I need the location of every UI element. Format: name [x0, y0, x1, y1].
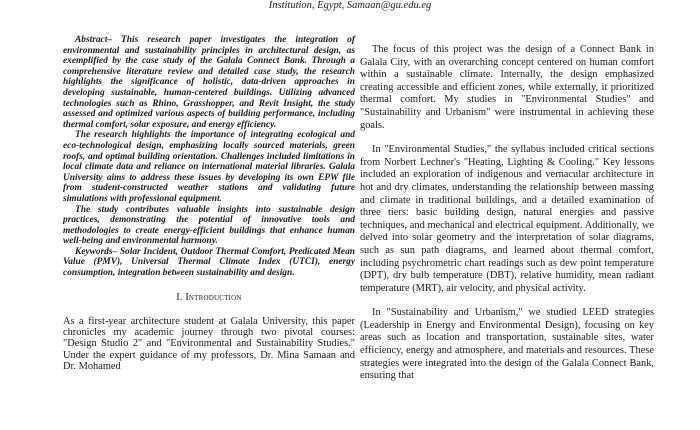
keywords-label: Keywords– — [75, 246, 118, 257]
keywords-paragraph — [63, 247, 355, 279]
abstract-paragraph-2: The research highlights the importance of integrating ecological and eco-technological design, emphasizing locally sourced materials, green roofs, and optimal building orientation. Challenges included limitations in local climate data and reliance on international material libraries. Galala University aims to address these issues by developing its own EPW file from student-constructed weather stations and validating future simulations with professional equipment. — [63, 130, 355, 204]
introduction-body — [63, 316, 355, 373]
section-number: I. — [176, 291, 183, 303]
right-column — [360, 26, 654, 383]
abstract-text-1: This research paper investigates the integration of environmental and sustainability principles in architectural design, as exemplified by the case study of the Galala Connect Bank. Through a comprehensive literature review and detailed case study, the research highlights the significance of holistic, data-driven approaches in developing sustainable, human-centered buildings. Utilizing advanced technologies such as Rhino, Grasshopper, and Revit Insight, the study assessed and optimized various aspects of building performance, including thermal comfort, solar exposure, and energy efficiency. — [63, 35, 355, 130]
left-column — [63, 26, 355, 373]
abstract-label: Abstract– — [75, 35, 112, 45]
keywords-text: Solar Incident, Outdoor Thermal Comfort, Predicated Mean Value (PMV), Universal Thermal Climate Index (UTCI), energy consumption, integration between sustainability and design. — [63, 246, 355, 279]
introduction-paragraph-1: As a first-year architecture student at Galala University, this paper chronicles my academic journey through two pivotal courses: "Design Studio 2" and "Environmental and Sustainability Studies." Under the expert guidance of my professors, Dr. Mina Samaan and Dr. Mohamed — [63, 315, 355, 373]
body-paragraph-1: The focus of this project was the design of a Connect Bank in Galala City, with an overarching concept centered on human comfort within a sustainable climate. Internally, the design emphasized creating accessible and efficient zones, while externally, it prioritized thermal comfort. My studies in "Environmental Studies" and "Sustainability and Urbanism" were instrumental in achieving these goals. — [360, 44, 654, 131]
author-affiliation: Institution, Egypt, Samaan@gu.edu.eg — [268, 0, 432, 11]
abstract-paragraph-1 — [63, 35, 355, 130]
section-heading-introduction — [63, 292, 355, 303]
abstract-section — [63, 35, 355, 279]
abstract-paragraph-3: The study contributes valuable insights into sustainable design practices, demonstrating the potential of innovative tools and methodologies to create energy-efficient buildings that enhance human well-being and environmental harmony. — [63, 204, 355, 247]
section-title: Introduction — [185, 291, 242, 303]
body-paragraph-3: In "Sustainability and Urbanism," we studied LEED strategies (Leadership in Energy and Environmental Design), focusing on key areas such as location and transportation, sustainable sites, water efficiency, energy and atmosphere, and materials and resources. These strategies were integrated into the design of the Galala Connect Bank, ensuring that — [360, 307, 654, 382]
body-paragraph-2: In "Environmental Studies," the syllabus included critical sections from Norbert Lechner's "Heating, Lighting & Cooling." Key lessons included an exploration of indigenous and vernacular architecture in hot and dry climates, understanding the relationship between massing and climate in traditional buildings, and a detailed examination of three tiers: basic building design, natural energies and passive techniques, and mechanical and electrical equipment. Additionally, we delved into solar geometry and the interpretation of solar diagrams, such as sun path diagrams, and learned about thermal comfort, including psychrometric chart readings such as dew point temperature (DPT), dry bulb temperature (DBT), relative humidity, mean radiant temperature (MRT), air velocity, and physical activity. — [360, 144, 654, 294]
